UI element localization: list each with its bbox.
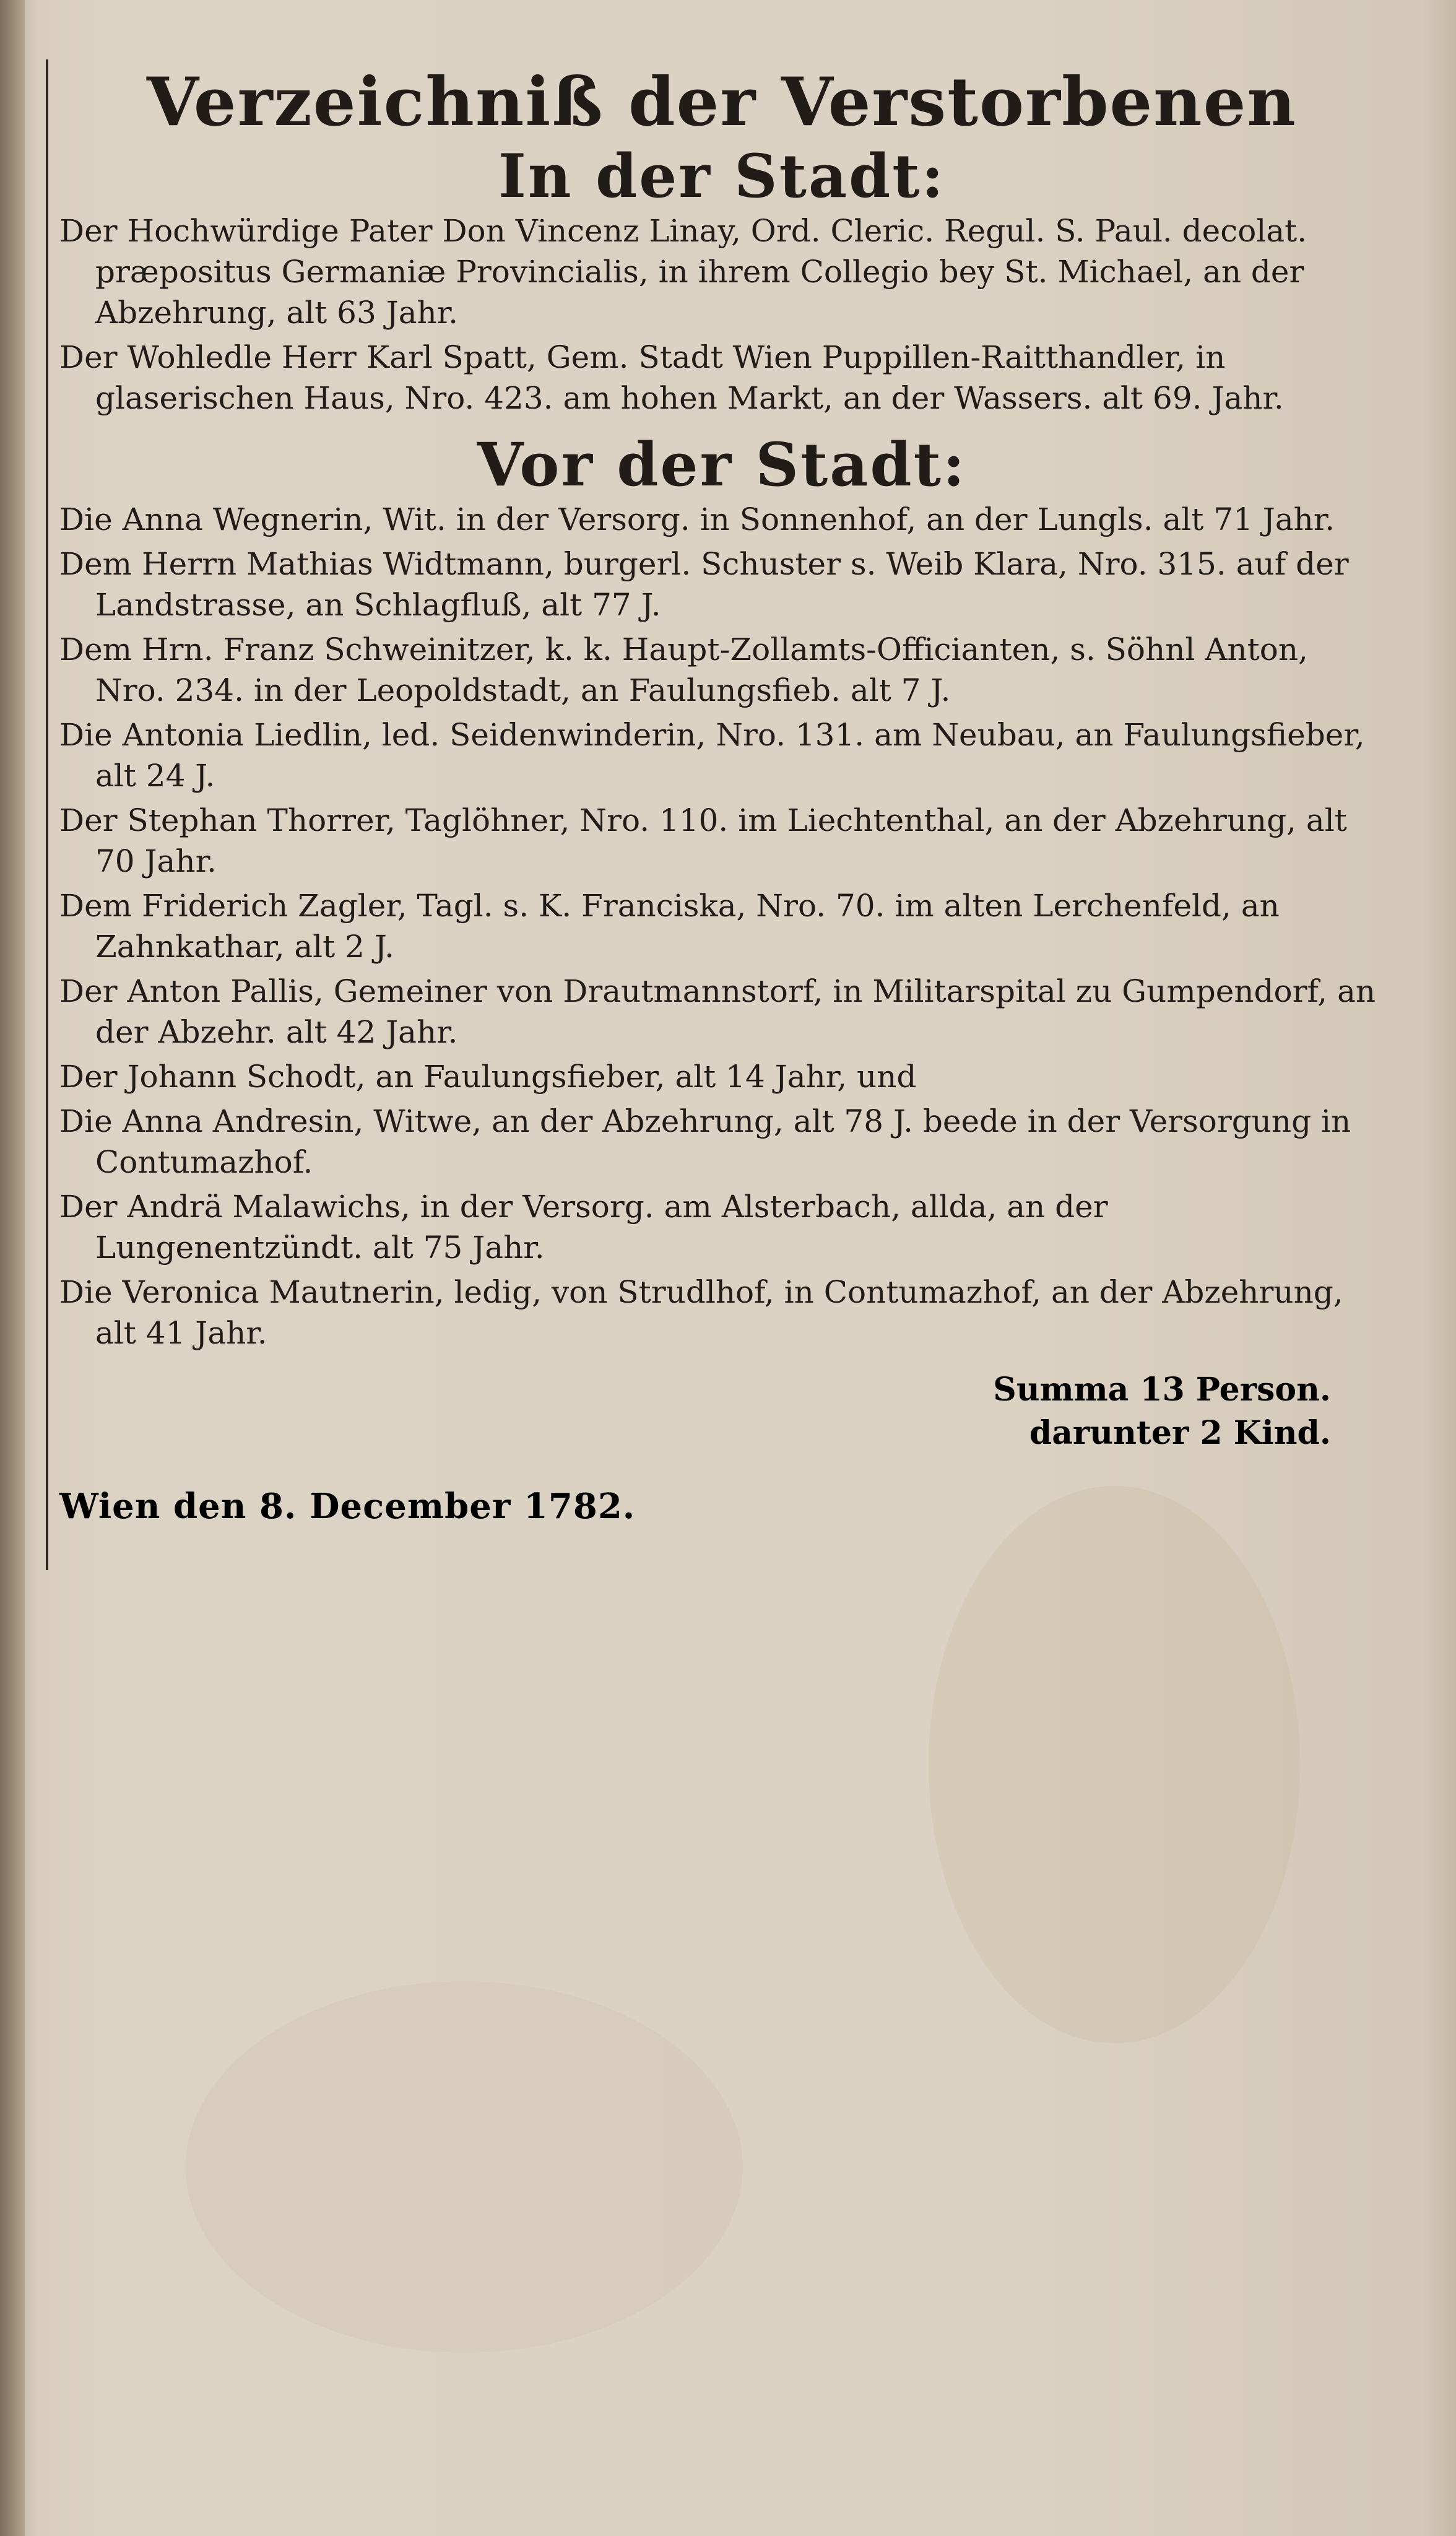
document-body [59, 37, 1384, 1357]
summa-children: darunter 2 Kind. [1029, 1414, 1331, 1452]
entry-text: Der Anton Pallis, Gemeiner von Drautmannstorf, in Militarspital zu Gumpendorf, an der Abzehr. alt 42 Jahr. [59, 973, 1376, 1050]
entry-text: Der Andrä Malawichs, in der Versorg. am Alsterbach, allda, an der Lungenentzündt. alt 75 Jahr. [59, 1189, 1108, 1266]
suburb-entry-list [59, 499, 1384, 1353]
list-item [59, 800, 1384, 882]
list-item [59, 499, 1384, 540]
list-item [59, 1056, 1384, 1097]
paper-stain [929, 1486, 1300, 2043]
entry-text: Die Anna Wegnerin, Wit. in der Versorg. in Sonnenhof, an der Lungls. alt 71 Jahr. [59, 502, 1335, 537]
document-date: Wien den 8. December 1782. [59, 1486, 636, 1527]
list-item [59, 1101, 1384, 1183]
list-item [59, 337, 1384, 419]
section-heading-suburb: Vor der Stadt: [477, 430, 967, 500]
city-entry-list [59, 211, 1384, 419]
entry-text: Dem Herrn Mathias Widtmann, burgerl. Schuster s. Weib Klara, Nro. 315. auf der Landstrasse, an Schlagfluß, alt 77 J. [59, 546, 1349, 623]
entry-text: Der Wohledle Herr Karl Spatt, Gem. Stadt Wien Puppillen-Raitthandler, in glaserischen Haus, Nro. 423. am hohen Markt, an der Wassers. alt 69. Jahr. [59, 339, 1284, 416]
list-item [59, 714, 1384, 796]
section-heading-city: In der Stadt: [498, 141, 946, 211]
paper-stain [186, 1981, 743, 2353]
list-item [59, 629, 1384, 711]
entry-text: Dem Hrn. Franz Schweinitzer, k. k. Haupt-Zollamts-Officianten, s. Söhnl Anton, Nro. 234. in der Leopoldstadt, an Faulungsfieb. alt 7 J. [59, 632, 1308, 708]
entry-text: Die Anna Andresin, Witwe, an der Abzehrung, alt 78 J. beede in der Versorgung in Contumazhof. [59, 1103, 1351, 1180]
summa-total: Summa 13 Person. [993, 1371, 1331, 1409]
list-item [59, 211, 1384, 333]
list-item [59, 1272, 1384, 1353]
list-item [59, 885, 1384, 967]
list-item [59, 1186, 1384, 1268]
list-item [59, 971, 1384, 1053]
summary-block [960, 1368, 1331, 1455]
document-title: Verzeichniß der Verstorbenen [147, 63, 1297, 141]
list-item [59, 544, 1384, 625]
entry-text: Die Veronica Mautnerin, ledig, von Strudlhof, in Contumazhof, an der Abzehrung, alt 41 Jahr. [59, 1274, 1343, 1351]
entry-text: Der Hochwürdige Pater Don Vincenz Linay, Ord. Cleric. Regul. S. Paul. decolat. præpositus Germaniæ Provincialis, in ihrem Collegio bey St. Michael, an der Abzehrung, alt 63 Jahr. [59, 213, 1307, 331]
margin-rule [46, 59, 48, 1570]
entry-text: Der Stephan Thorrer, Taglöhner, Nro. 110. im Liechtenthal, an der Abzehrung, alt 70 Jahr. [59, 802, 1347, 879]
binding-gutter [0, 0, 25, 2536]
entry-text: Der Johann Schodt, an Faulungsfieber, alt 14 Jahr, und [59, 1059, 917, 1095]
entry-text: Die Antonia Liedlin, led. Seidenwinderin, Nro. 131. am Neubau, an Faulungsfieber, alt 24 J. [59, 717, 1365, 794]
entry-text: Dem Friderich Zagler, Tagl. s. K. Franciska, Nro. 70. im alten Lerchenfeld, an Zahnkathar, alt 2 J. [59, 888, 1280, 965]
